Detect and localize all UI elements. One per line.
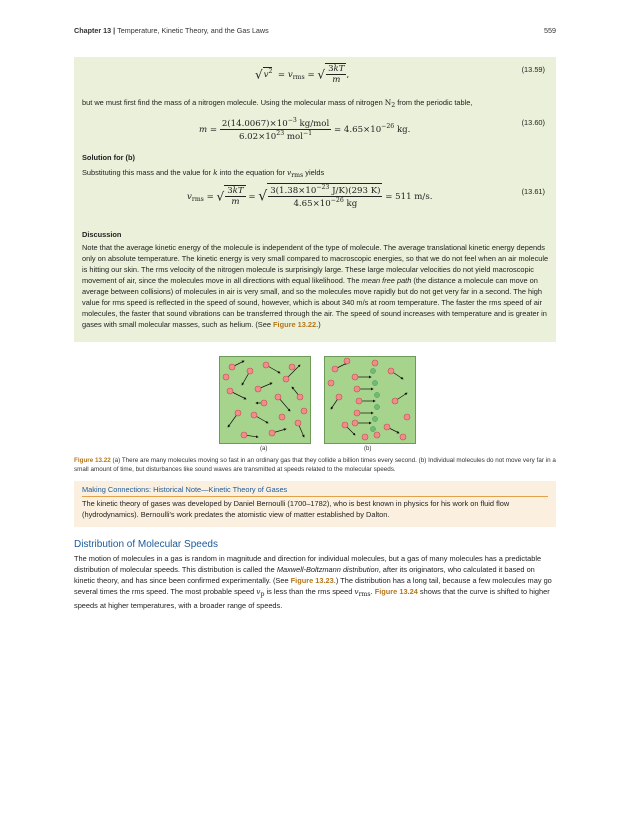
- sound-wave-disturbance-illustration: [325, 357, 415, 443]
- figure-label-b: (b): [364, 446, 372, 452]
- equation-13-60: m = $\frac{2(14.0067)\times 10^{-3} kg/mol}{6.02\times 10^{23} mol^{-1}}$ = $4.65\times 10^{-26}$ kg.: [199, 117, 411, 142]
- equation-13-61: $v_{rms}$ = √ $\frac{3kT}{m}$ = √ $\frac{3(1.38\times 10^{-23} J/K)(293 K)}{4.65\times 10^{-26} kg}$ = 511 m/s.: [187, 184, 433, 209]
- figure-13-22-link[interactable]: Figure 13.22: [273, 320, 317, 329]
- mass-intro-text: but we must first find the mass of a nitrogen molecule. Using the molecular mass of nitrogen $N_2$ from the periodic table,: [82, 98, 473, 109]
- figure-label-a: (a): [260, 446, 268, 452]
- figure-13-23-link[interactable]: Figure 13.23: [290, 576, 334, 585]
- equation-number-60: (13.60): [521, 118, 545, 127]
- equation-13-59: $√v^2 = v_{rms}$ = √ $\frac{3kT}{m}$ ,: [255, 64, 350, 85]
- equation-number-59: (13.59): [521, 65, 545, 74]
- solution-b-heading: Solution for (b): [82, 153, 135, 162]
- section-paragraph: The motion of molecules in a gas is random in magnitude and direction for individual molecules, but a gas of many molecules has a predictable distribution of molecular speeds. This distribution is called the Maxwell-Boltzmann distribution, after its originators, who calculated it based on kinetic theory, and has since been confirmed experimentally. (See Figure 13.23.) The distribution has a long tail, because a few molecules may go several times the rms speed. The most probable speed $v_p$ is less than the rms speed $v_{rms}$. Figure 13.24 shows that the curve is shifted to higher speeds at higher temperatures, with a broader range of speeds.: [74, 554, 552, 610]
- chapter-label: Chapter 13 | Temperature, Kinetic Theory, and the Gas Laws: [74, 26, 269, 35]
- figure-panel-b: [324, 356, 416, 444]
- page-number: 559: [544, 26, 556, 35]
- discussion-paragraph: Note that the average kinetic energy of the molecule is independent of the type of molecule. The average translational kinetic energy depends only on absolute temperature. The kinetic energy is very small compared to macroscopic energies, so that we do not feel when an air molecule is hitting our skin. The rms velocity of the nitrogen molecule is surprisingly large. These large molecular velocities do not yield macroscopic movement of air, since the molecules move in all directions with equal likelihood. The mean free path (the distance a molecule can move on average between collisions) of molecules in air is very small, and so the molecules move rapidly but do not get very far in a second. The high value for rms speed is reflected in the speed of sound, however, which is about 340 m/s at room temperature. The faster the rms speed of air molecules, the faster that sound vibrations can be transferred through the air. The speed of sound increases with temperature and is greater in gases with small molecular masses, such as helium. (See Figure 13.22.): [82, 243, 549, 329]
- substitution-text: Substituting this mass and the value for k into the equation for $v_{rms}$ yields: [82, 168, 325, 179]
- worked-example-box: [74, 57, 556, 342]
- figure-13-24-link[interactable]: Figure 13.24: [374, 587, 418, 596]
- discussion-heading: Discussion: [82, 230, 122, 239]
- making-connections-title: Making Connections: Historical Note—Kinetic Theory of Gases: [82, 485, 548, 497]
- making-connections-box: [74, 481, 556, 527]
- gas-molecules-random-illustration: [220, 357, 310, 443]
- equation-number-61: (13.61): [521, 187, 545, 196]
- making-connections-body: The kinetic theory of gases was developed by Daniel Bernoulli (1700–1782), who is best known in physics for his work on fluid flow (hydrodynamics). Bernoulli's work predates the atomistic view of matter established by Dalton.: [82, 499, 510, 519]
- figure-caption: Figure 13.22 (a) There are many molecules moving so fast in an ordinary gas that they collide a billion times every second. (b) Individual molecules do not move very far in a small amount of time, but disturbances like sound waves are transmitted at speeds related to the molecular speeds.: [74, 457, 556, 473]
- section-heading: Distribution of Molecular Speeds: [74, 539, 218, 550]
- figure-panel-a: [219, 356, 311, 444]
- page-header: [74, 26, 556, 35]
